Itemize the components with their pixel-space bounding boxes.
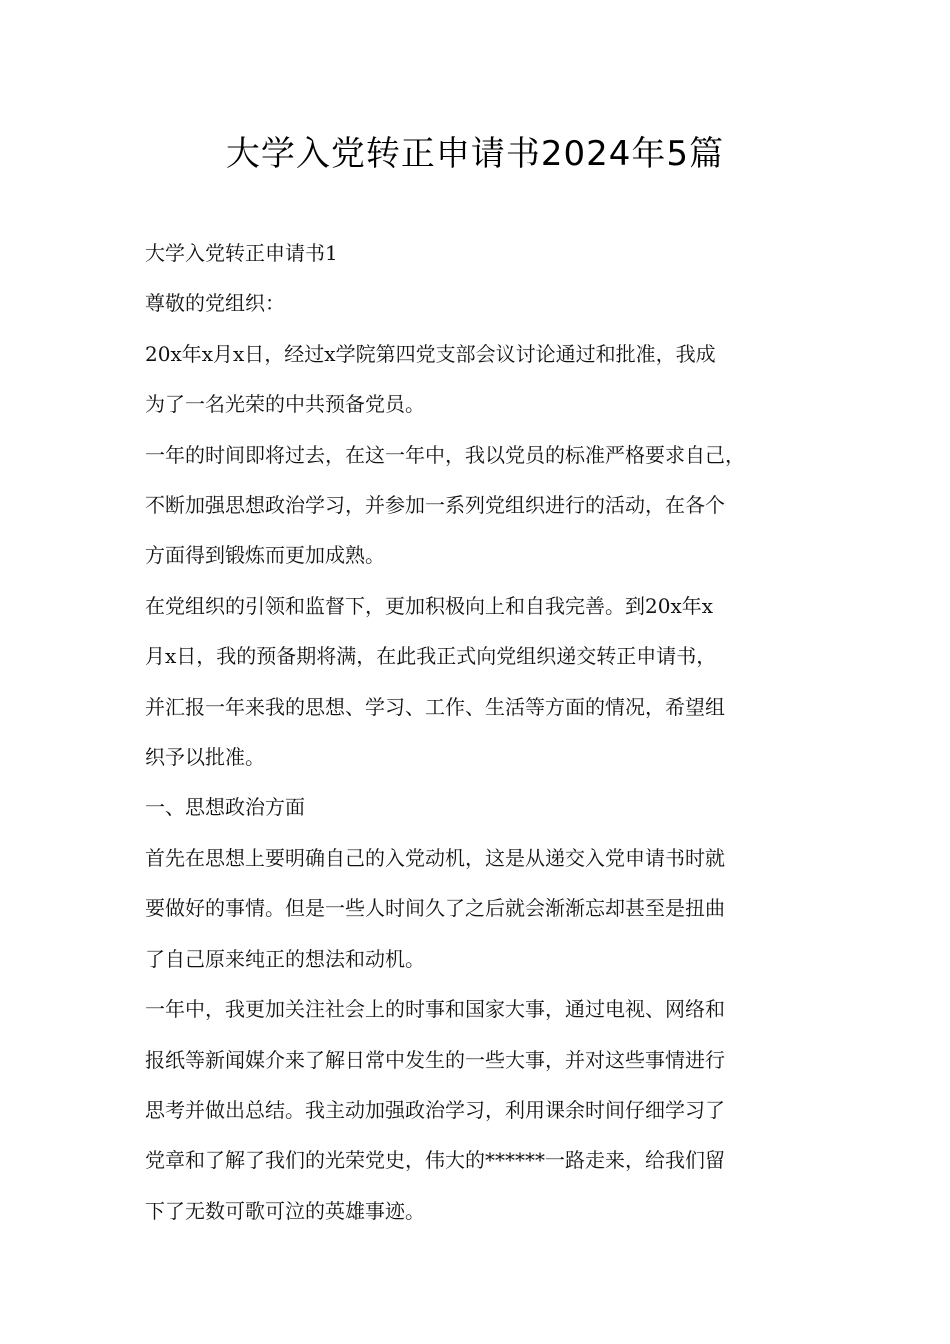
text-line: 20x年x月x日，经过x学院第四党支部会议讨论通过和批准，我成 — [145, 341, 716, 366]
text-line: 要做好的事情。但是一些人时间久了之后就会渐渐忘却甚至是扭曲 — [145, 896, 725, 921]
section-heading: 一、思想政治方面 — [145, 795, 305, 820]
text-line: 一年的时间即将过去，在这一年中，我以党员的标准严格要求自己， — [145, 442, 745, 467]
text-line: 思考并做出总结。我主动加强政治学习，利用课余时间仔细学习了 — [145, 1097, 725, 1122]
text-line: 下了无数可歌可泣的英雄事迹。 — [145, 1198, 425, 1223]
document-body — [145, 228, 820, 1236]
document-title: 大学入党转正申请书2024年5篇 — [225, 134, 725, 174]
text-line: 大学入党转正申请书1 — [145, 241, 338, 265]
text-line: 尊敬的党组织： — [145, 291, 285, 316]
text-line: 方面得到锻炼而更加成熟。 — [145, 543, 385, 568]
text-line: 月x日，我的预备期将满，在此我正式向党组织递交转正申请书， — [145, 644, 717, 669]
text-line: 党章和了解了我们的光荣党史，伟大的******一路走来，给我们留 — [145, 1148, 725, 1173]
text-line: 为了一名光荣的中共预备党员。 — [145, 392, 425, 417]
text-line: 在党组织的引领和监督下，更加积极向上和自我完善。到20x年x — [145, 593, 714, 618]
text-line: 不断加强思想政治学习，并参加一系列党组织进行的活动，在各个 — [145, 493, 725, 518]
text-line: 并汇报一年来我的思想、学习、工作、生活等方面的情况，希望组 — [145, 694, 725, 719]
text-line: 织予以批准。 — [145, 745, 265, 770]
text-line: 报纸等新闻媒介来了解日常中发生的一些大事，并对这些事情进行 — [145, 1047, 725, 1072]
text-line: 首先在思想上要明确自己的入党动机，这是从递交入党申请书时就 — [145, 845, 725, 870]
text-line: 了自己原来纯正的想法和动机。 — [145, 946, 425, 971]
text-line: 一年中，我更加关注社会上的时事和国家大事，通过电视、网络和 — [145, 997, 725, 1022]
